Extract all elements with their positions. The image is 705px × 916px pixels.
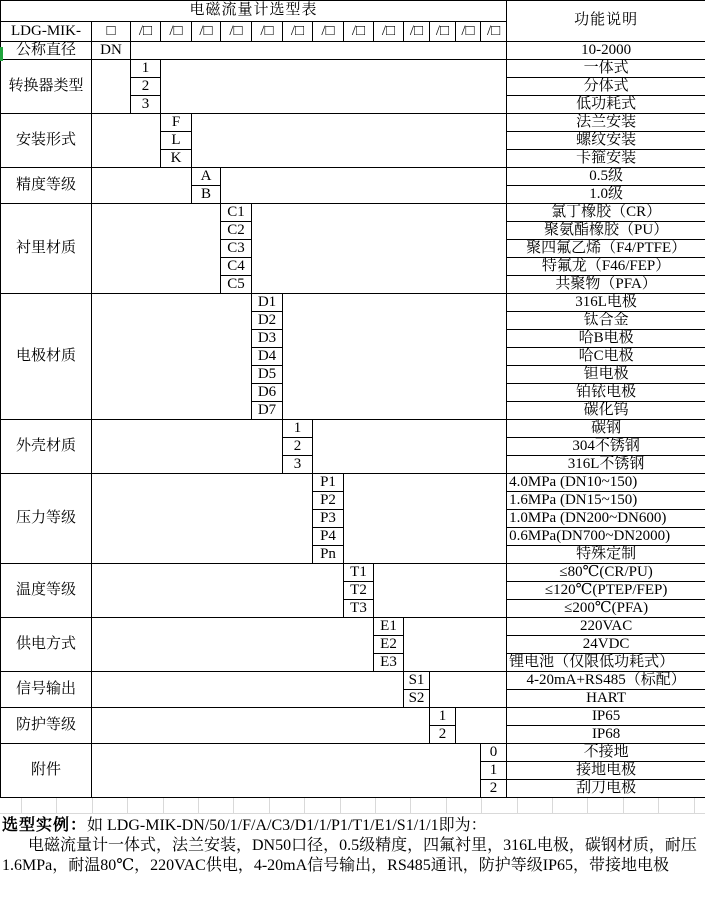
empty-cell bbox=[92, 114, 161, 168]
empty-cell bbox=[192, 114, 507, 168]
code-cell: K bbox=[161, 150, 192, 168]
gridline bbox=[269, 798, 270, 813]
description-cell: IP68 bbox=[507, 726, 705, 744]
model-prefix: LDG-MIK- bbox=[1, 22, 92, 42]
gridline bbox=[92, 798, 93, 813]
description-cell: 钛合金 bbox=[507, 312, 705, 330]
description-cell: 1.6MPa (DN15~150) bbox=[507, 492, 705, 510]
empty-cell bbox=[92, 708, 430, 744]
group-label: 公称直径 bbox=[1, 42, 92, 60]
code-cell: D4 bbox=[252, 348, 283, 366]
code-cell: T1 bbox=[344, 564, 374, 582]
description-cell: 24VDC bbox=[507, 636, 705, 654]
description-cell: 不接地 bbox=[507, 744, 705, 762]
gridline bbox=[233, 798, 234, 813]
code-slot: /□ bbox=[131, 22, 161, 42]
description-cell: 刮刀电极 bbox=[507, 780, 705, 798]
group-label: 信号输出 bbox=[1, 672, 92, 708]
code-cell: D1 bbox=[252, 294, 283, 312]
empty-cell bbox=[161, 60, 507, 114]
spreadsheet-gridline-strip bbox=[0, 798, 705, 814]
code-slot: /□ bbox=[456, 22, 481, 42]
code-cell: F bbox=[161, 114, 192, 132]
description-cell: 10-2000 bbox=[507, 42, 705, 60]
code-cell: DN bbox=[92, 42, 131, 60]
code-cell: 3 bbox=[131, 96, 161, 114]
table-title: 电磁流量计选型表 bbox=[1, 1, 507, 22]
code-cell: A bbox=[192, 168, 221, 186]
gridline bbox=[517, 798, 518, 813]
code-slot: /□ bbox=[404, 22, 430, 42]
empty-cell bbox=[92, 168, 192, 204]
code-cell: P1 bbox=[313, 474, 344, 492]
gridline bbox=[375, 798, 376, 813]
code-cell: D5 bbox=[252, 366, 283, 384]
code-cell: P3 bbox=[313, 510, 344, 528]
description-cell: 220VAC bbox=[507, 618, 705, 636]
gridline bbox=[446, 798, 447, 813]
empty-cell bbox=[92, 60, 131, 114]
empty-cell bbox=[92, 474, 313, 564]
code-cell: C2 bbox=[221, 222, 252, 240]
group-label: 安装形式 bbox=[1, 114, 92, 168]
gridline bbox=[56, 798, 57, 813]
code-cell: 2 bbox=[481, 780, 507, 798]
empty-cell bbox=[92, 204, 221, 294]
description-cell: 锂电池（仅限低功耗式） bbox=[507, 654, 705, 672]
description-cell: 聚四氟乙烯（F4/PTFE） bbox=[507, 240, 705, 258]
description-cell: 氯丁橡胶（CR） bbox=[507, 204, 705, 222]
gridline bbox=[481, 798, 482, 813]
example-line-2: 电磁流量计一体式，法兰安装，DN50口径，0.5级精度，四氟衬里，316L电极，碳钢材质，耐压 bbox=[28, 837, 697, 854]
example-line-3: 1.6MPa，耐温80℃，220VAC供电，4-20mA信号输出，RS485通讯，防护等级IP65，带接地电极 bbox=[2, 857, 669, 874]
code-slot: /□ bbox=[374, 22, 404, 42]
example-model-string: 如 LDG-MIK-DN/50/1/F/A/C3/D1/1/P1/T1/E1/S1/1/1即为： bbox=[87, 817, 487, 834]
description-cell: 哈B电极 bbox=[507, 330, 705, 348]
empty-cell bbox=[92, 618, 374, 672]
code-cell: D2 bbox=[252, 312, 283, 330]
group-label: 防护等级 bbox=[1, 708, 92, 744]
description-cell: 316L不锈钢 bbox=[507, 456, 705, 474]
table-body bbox=[1, 1, 705, 798]
code-cell: T3 bbox=[344, 600, 374, 618]
description-cell: 接地电极 bbox=[507, 762, 705, 780]
group-label: 转换器类型 bbox=[1, 60, 92, 114]
description-cell: 共聚物（PFA） bbox=[507, 276, 705, 294]
code-cell: E3 bbox=[374, 654, 404, 672]
code-cell: 3 bbox=[283, 456, 313, 474]
code-cell: 0 bbox=[481, 744, 507, 762]
gridline bbox=[198, 798, 199, 813]
code-cell: 1 bbox=[131, 60, 161, 78]
description-cell: 0.5级 bbox=[507, 168, 705, 186]
code-cell: E2 bbox=[374, 636, 404, 654]
gridline bbox=[340, 798, 341, 813]
description-cell: 一体式 bbox=[507, 60, 705, 78]
empty-cell bbox=[374, 564, 507, 618]
code-cell: 1 bbox=[430, 708, 456, 726]
green-edge-artifact bbox=[0, 47, 3, 61]
code-cell: L bbox=[161, 132, 192, 150]
group-label: 附件 bbox=[1, 744, 92, 798]
description-cell: ≤80℃(CR/PU) bbox=[507, 564, 705, 582]
gridline bbox=[552, 798, 553, 813]
code-cell: S1 bbox=[404, 672, 430, 690]
empty-cell bbox=[221, 168, 507, 204]
description-cell: 卡箍安装 bbox=[507, 150, 705, 168]
description-cell: 铂铱电极 bbox=[507, 384, 705, 402]
code-cell: D3 bbox=[252, 330, 283, 348]
group-label: 供电方式 bbox=[1, 618, 92, 672]
code-cell: C1 bbox=[221, 204, 252, 222]
gridline bbox=[587, 798, 588, 813]
empty-cell bbox=[430, 672, 507, 708]
code-cell: P2 bbox=[313, 492, 344, 510]
code-cell: C5 bbox=[221, 276, 252, 294]
code-cell: Pn bbox=[313, 546, 344, 564]
gridline bbox=[694, 798, 695, 813]
empty-cell bbox=[92, 564, 344, 618]
description-cell: 特氟龙（F46/FEP） bbox=[507, 258, 705, 276]
function-column-header: 功能说明 bbox=[507, 1, 705, 42]
code-cell: S2 bbox=[404, 690, 430, 708]
description-cell: 1.0MPa (DN200~DN600) bbox=[507, 510, 705, 528]
description-cell: 304不锈钢 bbox=[507, 438, 705, 456]
description-cell: ≤200℃(PFA) bbox=[507, 600, 705, 618]
description-cell: 碳钢 bbox=[507, 420, 705, 438]
code-cell: 2 bbox=[131, 78, 161, 96]
code-cell: 1 bbox=[283, 420, 313, 438]
empty-cell bbox=[92, 744, 481, 798]
group-label: 温度等级 bbox=[1, 564, 92, 618]
code-cell: D7 bbox=[252, 402, 283, 420]
description-cell: 螺纹安装 bbox=[507, 132, 705, 150]
code-cell: B bbox=[192, 186, 221, 204]
description-cell: IP65 bbox=[507, 708, 705, 726]
code-slot: /□ bbox=[252, 22, 283, 42]
example-label: 选型实例： bbox=[2, 817, 88, 834]
empty-cell bbox=[404, 618, 507, 672]
gridline bbox=[127, 798, 128, 813]
group-label: 压力等级 bbox=[1, 474, 92, 564]
code-slot: □ bbox=[92, 22, 131, 42]
description-cell: 钽电极 bbox=[507, 366, 705, 384]
description-cell: 0.6MPa(DN700~DN2000) bbox=[507, 528, 705, 546]
description-cell: ≤120℃(PTEP/FEP) bbox=[507, 582, 705, 600]
empty-cell bbox=[344, 474, 507, 564]
description-cell: 聚氨酯橡胶（PU） bbox=[507, 222, 705, 240]
code-cell: 2 bbox=[430, 726, 456, 744]
code-cell: E1 bbox=[374, 618, 404, 636]
code-cell: T2 bbox=[344, 582, 374, 600]
description-cell: 316L电极 bbox=[507, 294, 705, 312]
code-slot: /□ bbox=[161, 22, 192, 42]
description-cell: 法兰安装 bbox=[507, 114, 705, 132]
empty-cell bbox=[92, 672, 404, 708]
group-label: 衬里材质 bbox=[1, 204, 92, 294]
description-cell: 低功耗式 bbox=[507, 96, 705, 114]
code-slot: /□ bbox=[313, 22, 344, 42]
code-cell: C3 bbox=[221, 240, 252, 258]
empty-cell bbox=[92, 420, 283, 474]
group-label: 精度等级 bbox=[1, 168, 92, 204]
description-cell: 碳化钨 bbox=[507, 402, 705, 420]
empty-cell bbox=[92, 294, 252, 420]
gridline bbox=[21, 798, 22, 813]
code-cell: 2 bbox=[283, 438, 313, 456]
code-cell: C4 bbox=[221, 258, 252, 276]
code-slot: /□ bbox=[283, 22, 313, 42]
description-cell: 特殊定制 bbox=[507, 546, 705, 564]
description-cell: 1.0级 bbox=[507, 186, 705, 204]
code-slot: /□ bbox=[192, 22, 221, 42]
empty-cell bbox=[283, 294, 507, 420]
code-cell: P4 bbox=[313, 528, 344, 546]
code-cell: 1 bbox=[481, 762, 507, 780]
gridline bbox=[410, 798, 411, 813]
description-cell: 哈C电极 bbox=[507, 348, 705, 366]
description-cell: 分体式 bbox=[507, 78, 705, 96]
description-cell: 4.0MPa (DN10~150) bbox=[507, 474, 705, 492]
selection-example-block bbox=[0, 814, 705, 876]
description-cell: 4-20mA+RS485（标配） bbox=[507, 672, 705, 690]
example-line-1 bbox=[0, 816, 705, 836]
code-slot: /□ bbox=[221, 22, 252, 42]
group-label: 外壳材质 bbox=[1, 420, 92, 474]
empty-cell bbox=[131, 42, 507, 60]
group-label: 电极材质 bbox=[1, 294, 92, 420]
code-slot: /□ bbox=[344, 22, 374, 42]
gridline bbox=[163, 798, 164, 813]
code-slot: /□ bbox=[481, 22, 507, 42]
gridline bbox=[658, 798, 659, 813]
description-cell: HART bbox=[507, 690, 705, 708]
code-cell: D6 bbox=[252, 384, 283, 402]
empty-cell bbox=[456, 708, 507, 744]
empty-cell bbox=[252, 204, 507, 294]
gridline bbox=[623, 798, 624, 813]
gridline bbox=[304, 798, 305, 813]
code-slot: /□ bbox=[430, 22, 456, 42]
empty-cell bbox=[313, 420, 507, 474]
